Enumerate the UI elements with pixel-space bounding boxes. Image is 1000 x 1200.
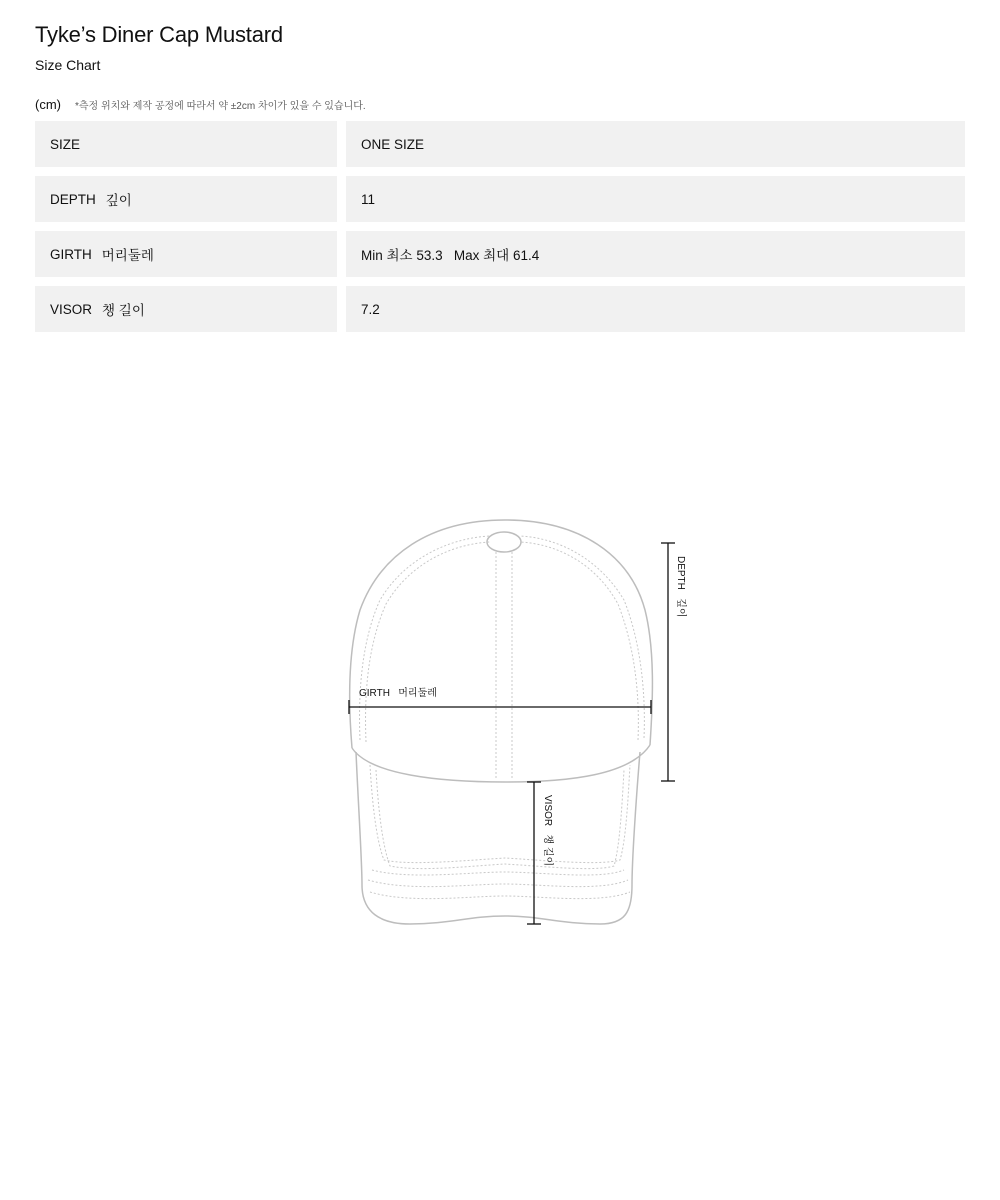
cap-stitching bbox=[360, 536, 645, 899]
visor-label: VISOR 챙 길이 bbox=[542, 795, 553, 867]
girth-measure bbox=[349, 700, 651, 714]
label-en: SIZE bbox=[50, 136, 81, 152]
row-value: ONE SIZE bbox=[346, 121, 965, 167]
depth-label: DEPTH 깊이 bbox=[675, 556, 686, 618]
label-en: VISOR bbox=[50, 301, 93, 317]
row-value: 11 bbox=[346, 176, 965, 222]
depth-measure bbox=[661, 543, 675, 781]
row-value: Min 최소 53.3 Max 최대 61.4 bbox=[346, 231, 965, 277]
label-kr: 챙 길이 bbox=[102, 303, 145, 318]
visor-measure bbox=[527, 782, 541, 924]
measurement-note: *측정 위치와 제작 공정에 따라서 약 ±2cm 차이가 있을 수 있습니다. bbox=[75, 101, 366, 112]
girth-label: GIRTH 머리둘레 bbox=[359, 688, 437, 699]
page-subtitle: Size Chart bbox=[35, 57, 101, 73]
row-value: 7.2 bbox=[346, 286, 965, 332]
cap-outline bbox=[350, 520, 653, 924]
label-en: GIRTH bbox=[50, 246, 92, 262]
label-kr: 머리둘레 bbox=[101, 248, 154, 263]
page-title: Tyke’s Diner Cap Mustard bbox=[35, 22, 283, 47]
unit-label: (cm) bbox=[35, 97, 61, 112]
label-kr: 깊이 bbox=[105, 193, 132, 208]
label-en: DEPTH bbox=[50, 191, 96, 207]
